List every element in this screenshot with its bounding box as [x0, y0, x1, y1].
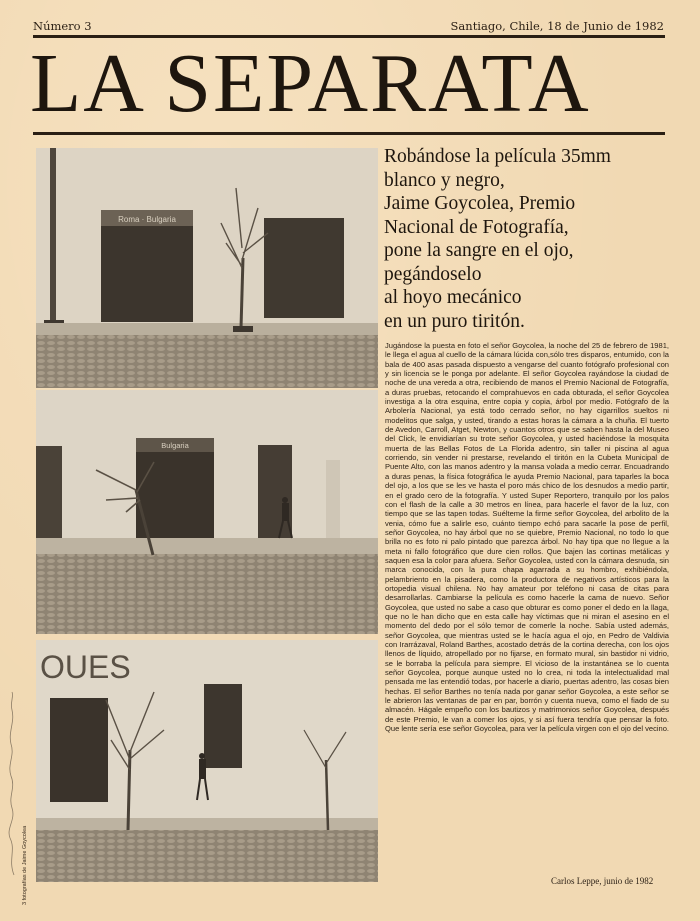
issue-date: Santiago, Chile, 18 de Junio de 1982 — [450, 19, 664, 33]
shop-sign: Roma · Bulgaria — [118, 215, 176, 224]
photo-3 — [36, 640, 378, 882]
wall-letters: OUES — [40, 649, 131, 685]
masthead-title: LA SEPARATA — [30, 37, 591, 130]
photo-credit: 3 fotografías de Jaime Goycolea — [22, 825, 28, 905]
shop-sign-2: Bulgaria — [161, 441, 189, 450]
photo-1 — [36, 148, 378, 388]
issue-number: Número 3 — [33, 19, 92, 33]
masthead-rule — [33, 132, 665, 135]
article-body: Jugándose la puesta en foto el señor Goycolea, la noche del 25 de febrero de 1981, le llega el agua al cuello de la cámara lúcida con,sólo tres disparos, entumido, con la bala de 400 asas pasada dispuesto a vengarse del cuanto fotógrafo profesional con y sin licencia se le ponga por adelante. El señor Goycolea rayándose la ciudad de noche de una vereda a otra, recibiendo de manos el Premio Nacional de Fotografía, a duras pruebas, retocando el comprahuevos en cada obturada, el señor Goycolea investiga a la otra esquina, entre copia y copia, árbol por medio. Fotógrafo de la Arbolería Nacional, ya está todo cerrado señor, no hay cigarrillos sueltos ni modelitos que salga, y usted, tirando a estas horas la cámara a la chuña. El tuerto de Avedon, Carroll, Atget, Newton, y cuantos otros que se saben hasta la del Museo del Click, le envidiarían su trote señor Goycolea, y usted haciéndose la mosquita muerta de las Bellas Fotos de La Florida adentro, sin taller ni piscina al agua corriendo, sin vender ni prestarse, revelando el tiritón en la Cubeta Municipal de Puente Alto, con las manos adentro y la mansa volada a medio cerrar. Encuadrando a duras penas, la física fotográfica le ayuda Premio Nacional, para taparles la boca del ojo, a los que se les ve hasta el poro más chico de los desnudos a medio partir, en el grado cero de la fotografía. Y usted Super Reportero, tranquilo por los palos con el flash de la calle a 30 metros en línea, para hacerle el favor de la luz, con tiempo que se las tapen todas. Suélteme la firme señor Goycolea, del arbolito de la venia, cómo fue a salirle eso, cuánto tiempo echó para sacarle la pose de perfil, señor Goycolea, no hay árbol que no se quiebre, Premio Nacional, no todo lo que brilla no es foto ni palo pintado que parezca árbol. No hay tipa que no llegue a la meta ni fallo fotográfico que dure cien rollos. Que bajen las cortinas metálicas y saquen esa la color para afuera. Señor Goycolea, usted con la cámara desnuda, sin marca conocida, con la pura chapa agarrada a su hombro, exhibiéndola, pelambriento en la pisadera, como la productora de negativos artísticos para la ortopedia visual chilena. No hay amateur por teléfono ni casa de citas para desarrollarlas. Cambiarse la película es como hacerle la cama de nuevo. Señor Goycolea, que usted no sabe a caso que obturar es como poner el dedo en la llaga, que no le han dicho que en esta calle hay víctimas que ni miran el asesino en el momento del dedo por el sólo temor de comerle la noche. Sabía usted además, señor Goycolea, que mientras usted se le hacía agua el ojo, en Pedro de Valdivia con Irarrázaval, Roland Barthes, acostado detrás de la cortina derecha, con los ojos llenos de líquido, atropellado por no fijarse, en formato mural, sin bastidor ni vidrio, se le borraba la película para siempre. El vicioso de la instantánea se lo cuenta señor Goycolea, porque aunque usted no lo crea, ni toda la intelectualidad mal pensada me las entendió todas, por hacerle a diario, puertas adentro, las cosas bien hechas. El señor Barthes no tenía nada por ganar señor Goycolea, a este señor se le abrieron las ventanas de par en par, borrón y cuenta nueva, como el fiado de su almacén. Hágale empeño con los bautizos y matrimonios señor Goycolea, después de este Premio, le van a comer los ojos, y si así fuera tendría que pensar la foto. Que lente sería ese señor Goycolea, para ver la película virgen con el ojo del vecino. — [385, 341, 669, 734]
photo-2 — [36, 390, 378, 634]
article-headline: Robándose la película 35mm blanco y negro, Jaime Goycolea, Premio Nacional de Fotografía, pone la sangre en el ojo, pegándoselo al hoyo mecánico en un puro tiritón. — [384, 146, 611, 332]
handwritten-annotation — [4, 690, 20, 880]
article-signature: Carlos Leppe, junio de 1982 — [551, 876, 654, 886]
